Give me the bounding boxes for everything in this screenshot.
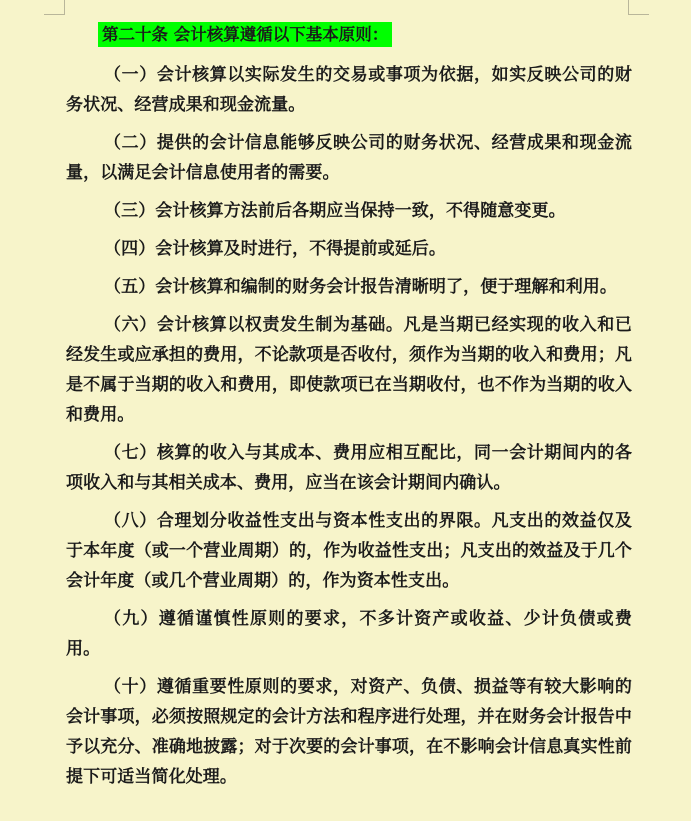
paragraph-5: （五）会计核算和编制的财务会计报告清晰明了，便于理解和利用。 [104,277,617,297]
paragraph-4: （四）会计核算及时进行，不得提前或延后。 [104,239,446,259]
paragraph-10: （十）遵循重要性原则的要求，对资产、负债、损益等有较大影响的会计事项，必须按照规定的会计方法和程序进行处理，并在财务会计报告中予以充分、准确地披露；对于次要的会计事项，在不影响会计信息真实性前提下可适当简化处理。 [66,677,632,787]
paragraph-2: （二）提供的会计信息能够反映公司的财务状况、经营成果和现金流量，以满足会计信息使用者的需要。 [66,133,632,183]
margin-corner-mark-top-right [628,0,649,15]
paragraph-7: （七）核算的收入与其成本、费用应相互配比，同一会计期间内的各项收入和与其相关成本、费用，应当在该会计期间内确认。 [66,443,632,493]
paragraph-1: （一）会计核算以实际发生的交易或事项为依据，如实反映公司的财务状况、经营成果和现金流量。 [66,65,632,115]
paragraph-8: （八）合理划分收益性支出与资本性支出的界限。凡支出的效益仅及于本年度（或一个营业周期）的，作为收益性支出；凡支出的效益及于几个会计年度（或几个营业周期）的，作为资本性支出。 [66,511,632,591]
paragraph-9: （九）遵循谨慎性原则的要求，不多计资产或收益、少计负债或费用。 [66,609,632,659]
article-title [98,20,632,50]
margin-corner-mark-top-left [44,0,65,15]
paragraph-6: （六）会计核算以权责发生制为基础。凡是当期已经实现的收入和已经发生或应承担的费用，不论款项是否收付，须作为当期的收入和费用；凡是不属于当期的收入和费用，即使款项已在当期收付，也不作为当期的收入和费用。 [66,315,632,425]
article-body [66,20,632,800]
article-title-highlight: 第二十条 会计核算遵循以下基本原则： [98,22,392,47]
paragraph-3: （三）会计核算方法前后各期应当保持一致，不得随意变更。 [104,201,566,221]
